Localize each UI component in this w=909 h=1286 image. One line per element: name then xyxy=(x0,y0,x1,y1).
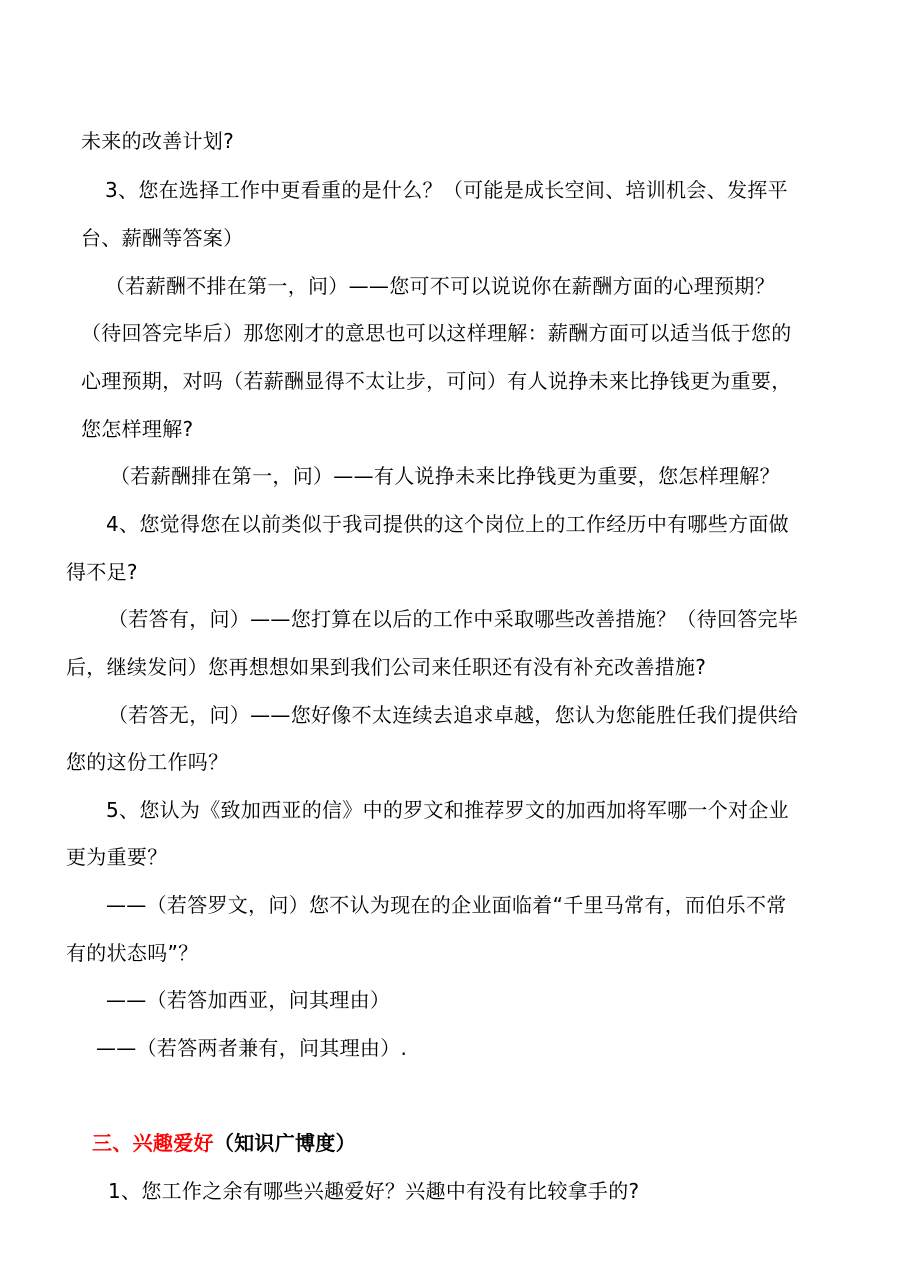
followup-line-1: （若薪酬不排在第一，问）——您可不可以说说你在薪酬方面的心理预期？ xyxy=(105,274,775,298)
section-heading-subtitle: （知识广博度） xyxy=(213,1131,356,1155)
question-5-line-2: 更为重要？ xyxy=(66,845,168,869)
hobby-question-1: 1、您工作之余有哪些兴趣爱好？兴趣中有没有比较拿手的? xyxy=(108,1179,640,1203)
paragraph-line: 未来的改善计划? xyxy=(81,129,235,153)
followup-line-2: （待回答完毕后）那您刚才的意思也可以这样理解：薪酬方面可以适当低于您的 xyxy=(81,321,792,345)
answer-rowan-line-1: ——（若答罗文，问）您不认为现在的企业面临着“千里马常有，而伯乐不常 xyxy=(106,893,787,917)
question-3-line-2: 台、薪酬等答案） xyxy=(81,226,244,250)
answer-yes-line-1: （若答有，问）——您打算在以后的工作中采取哪些改善措施？（待回答完毕 xyxy=(108,607,799,631)
question-4-line-1: 4、您觉得您在以前类似于我司提供的这个岗位上的工作经历中有哪些方面做 xyxy=(106,512,789,536)
answer-rowan-line-2: 有的状态吗”？ xyxy=(66,941,199,965)
answer-no-line-1: （若答无，问）——您好像不太连续去追求卓越，您认为您能胜任我们提供给 xyxy=(108,703,799,727)
question-4-line-2: 得不足? xyxy=(66,560,138,584)
section-heading xyxy=(92,1129,356,1157)
answer-no-line-2: 您的这份工作吗？ xyxy=(66,750,229,774)
section-heading-accent: 三、兴趣爱好 xyxy=(92,1131,214,1155)
question-3-line-1: 3、您在选择工作中更看重的是什么？（可能是成长空间、培训机会、发挥平 xyxy=(105,178,788,202)
answer-both: ——（若答两者兼有，问其理由）. xyxy=(96,1036,408,1060)
followup-line-4: 您怎样理解? xyxy=(81,417,194,441)
followup-salary-first: （若薪酬排在第一，问）——有人说挣未来比挣钱更为重要，您怎样理解？ xyxy=(110,464,780,488)
followup-line-3: 心理预期，对吗（若薪酬显得不太让步，可问）有人说挣未来比挣钱更为重要， xyxy=(81,369,792,393)
question-5-line-1: 5、您认为《致加西亚的信》中的罗文和推荐罗文的加西加将军哪一个对企业 xyxy=(106,798,789,822)
answer-yes-line-2: 后，继续发问）您再想想如果到我们公司来任职还有没有补充改善措施? xyxy=(66,655,707,679)
answer-garcia: ——（若答加西亚，问其理由） xyxy=(106,988,391,1012)
